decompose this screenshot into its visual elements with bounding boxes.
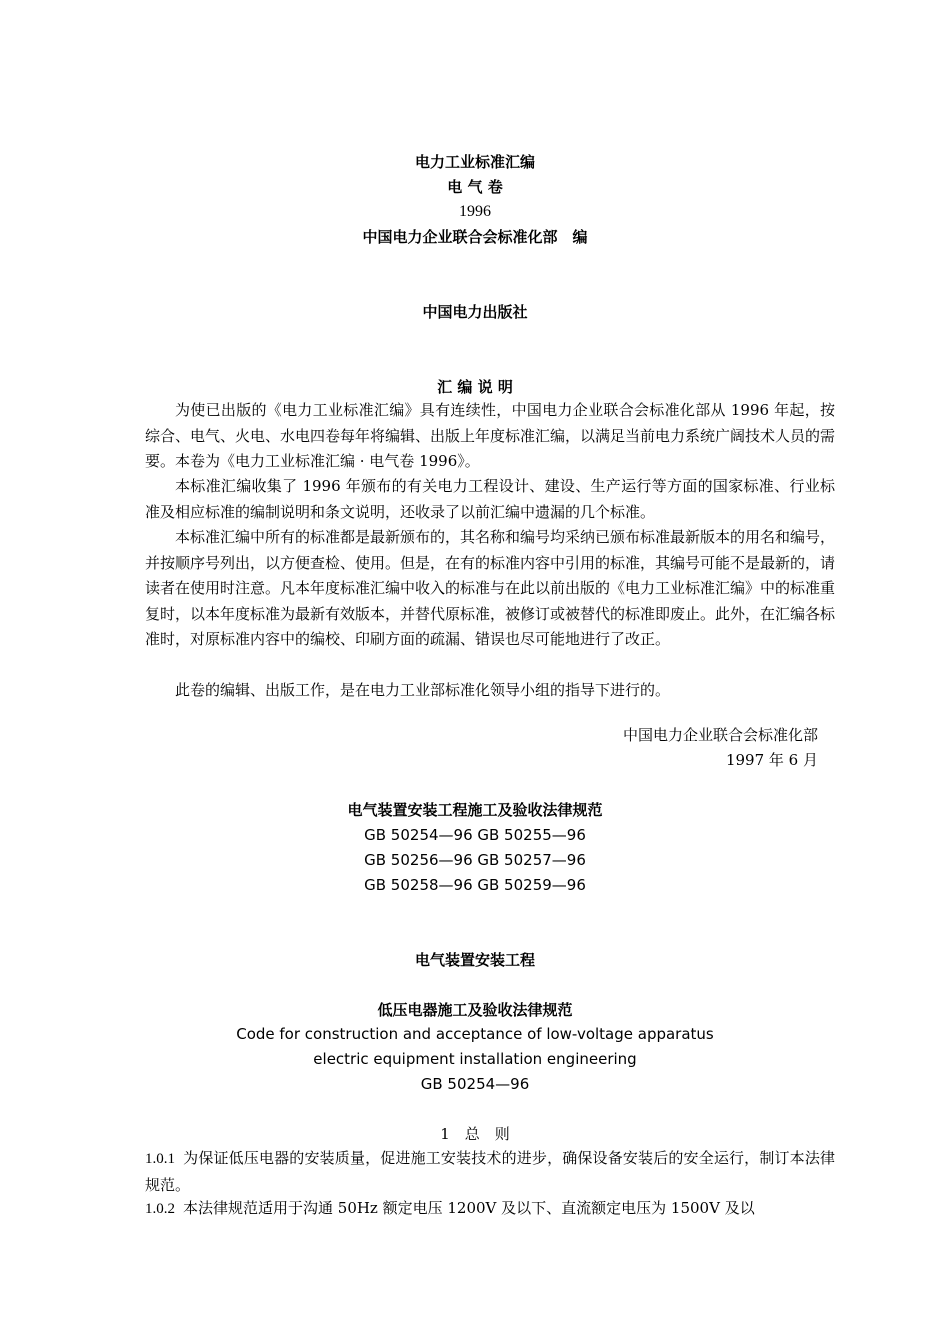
note-paragraph-1: 为使已出版的《电力工业标准汇编》具有连续性，中国电力企业联合会标准化部从 1996 年起，按综合、电气、火电、水电四卷每年将编辑、出版上年度标准汇编，以满足当前电力系统广阔技术人员的需要。本卷为《电力工业标准汇编 · 电气卷 1996》。 — [145, 401, 836, 470]
clause-text: 为保证低压电器的安装质量，促进施工安装技术的进步，确保设备安装后的安全运行，制订本法律规范。 — [145, 1149, 835, 1194]
compilation-note-heading: 汇 编 说 明 — [437, 378, 513, 396]
series-title: 电力工业标准汇编 — [414, 153, 535, 171]
clause-text: 本法律规范适用于沟通 50Hz 额定电压 1200V 及以下、直流额定电压为 1500V 及以 — [183, 1199, 755, 1217]
publisher: 中国电力出版社 — [422, 303, 528, 321]
chapter-heading: 1 总 则 — [440, 1125, 510, 1143]
code-series-title: 电气装置安装工程施工及验收法律规范 — [347, 801, 603, 819]
standard-title-en-1: Code for construction and acceptance of low-voltage apparatus — [236, 1025, 714, 1043]
volume-title: 电 气 卷 — [447, 178, 503, 196]
code-series-line-1: GB 50254—96 GB 50255—96 — [364, 826, 586, 844]
clause-number: 1.0.1 — [145, 1151, 175, 1167]
standard-title-en-2: electric equipment installation engineering — [313, 1050, 637, 1068]
signature-date: 1997 年 6 月 — [725, 751, 818, 769]
clause-1-0-2 — [145, 1196, 835, 1223]
clause-number: 1.0.2 — [145, 1201, 175, 1217]
code-series-line-3: GB 50258—96 GB 50259—96 — [364, 876, 586, 894]
standard-code: GB 50254—96 — [420, 1075, 530, 1093]
note-paragraph-3: 本标准汇编中所有的标准都是最新颁布的，其名称和编号均采纳已颁布标准最新版本的用名和编号，并按顺序号列出，以方便查检、使用。但是，在有的标准内容中引用的标准，其编号可能不是最新的，请读者在使用时注意。凡本年度标准汇编中收入的标准与在此以前出版的《电力工业标准汇编》中的标准重复时，以本年度标准为最新有效版本，并替代原标准，被修订或被替代的标准即废止。此外，在汇编各标准时，对原标准内容中的编校、印刷方面的疏漏、错误也尽可能地进行了改正。 — [145, 528, 836, 648]
signature-org: 中国电力企业联合会标准化部 — [622, 726, 818, 744]
volume-year: 1996 — [459, 203, 491, 220]
note-paragraph-4: 此卷的编辑、出版工作，是在电力工业部标准化领导小组的指导下进行的。 — [175, 681, 671, 699]
standard-category: 电气装置安装工程 — [414, 951, 535, 969]
code-series-line-2: GB 50256—96 GB 50257—96 — [364, 851, 586, 869]
standard-title-cn: 低压电器施工及验收法律规范 — [377, 1001, 573, 1019]
editor-line: 中国电力企业联合会标准化部 编 — [362, 228, 588, 246]
clause-1-0-1 — [145, 1146, 835, 1198]
note-paragraph-2: 本标准汇编收集了 1996 年颁布的有关电力工程设计、建设、生产运行等方面的国家标准、行业标准及相应标准的编制说明和条文说明，还收录了以前汇编中遗漏的几个标准。 — [145, 477, 835, 521]
